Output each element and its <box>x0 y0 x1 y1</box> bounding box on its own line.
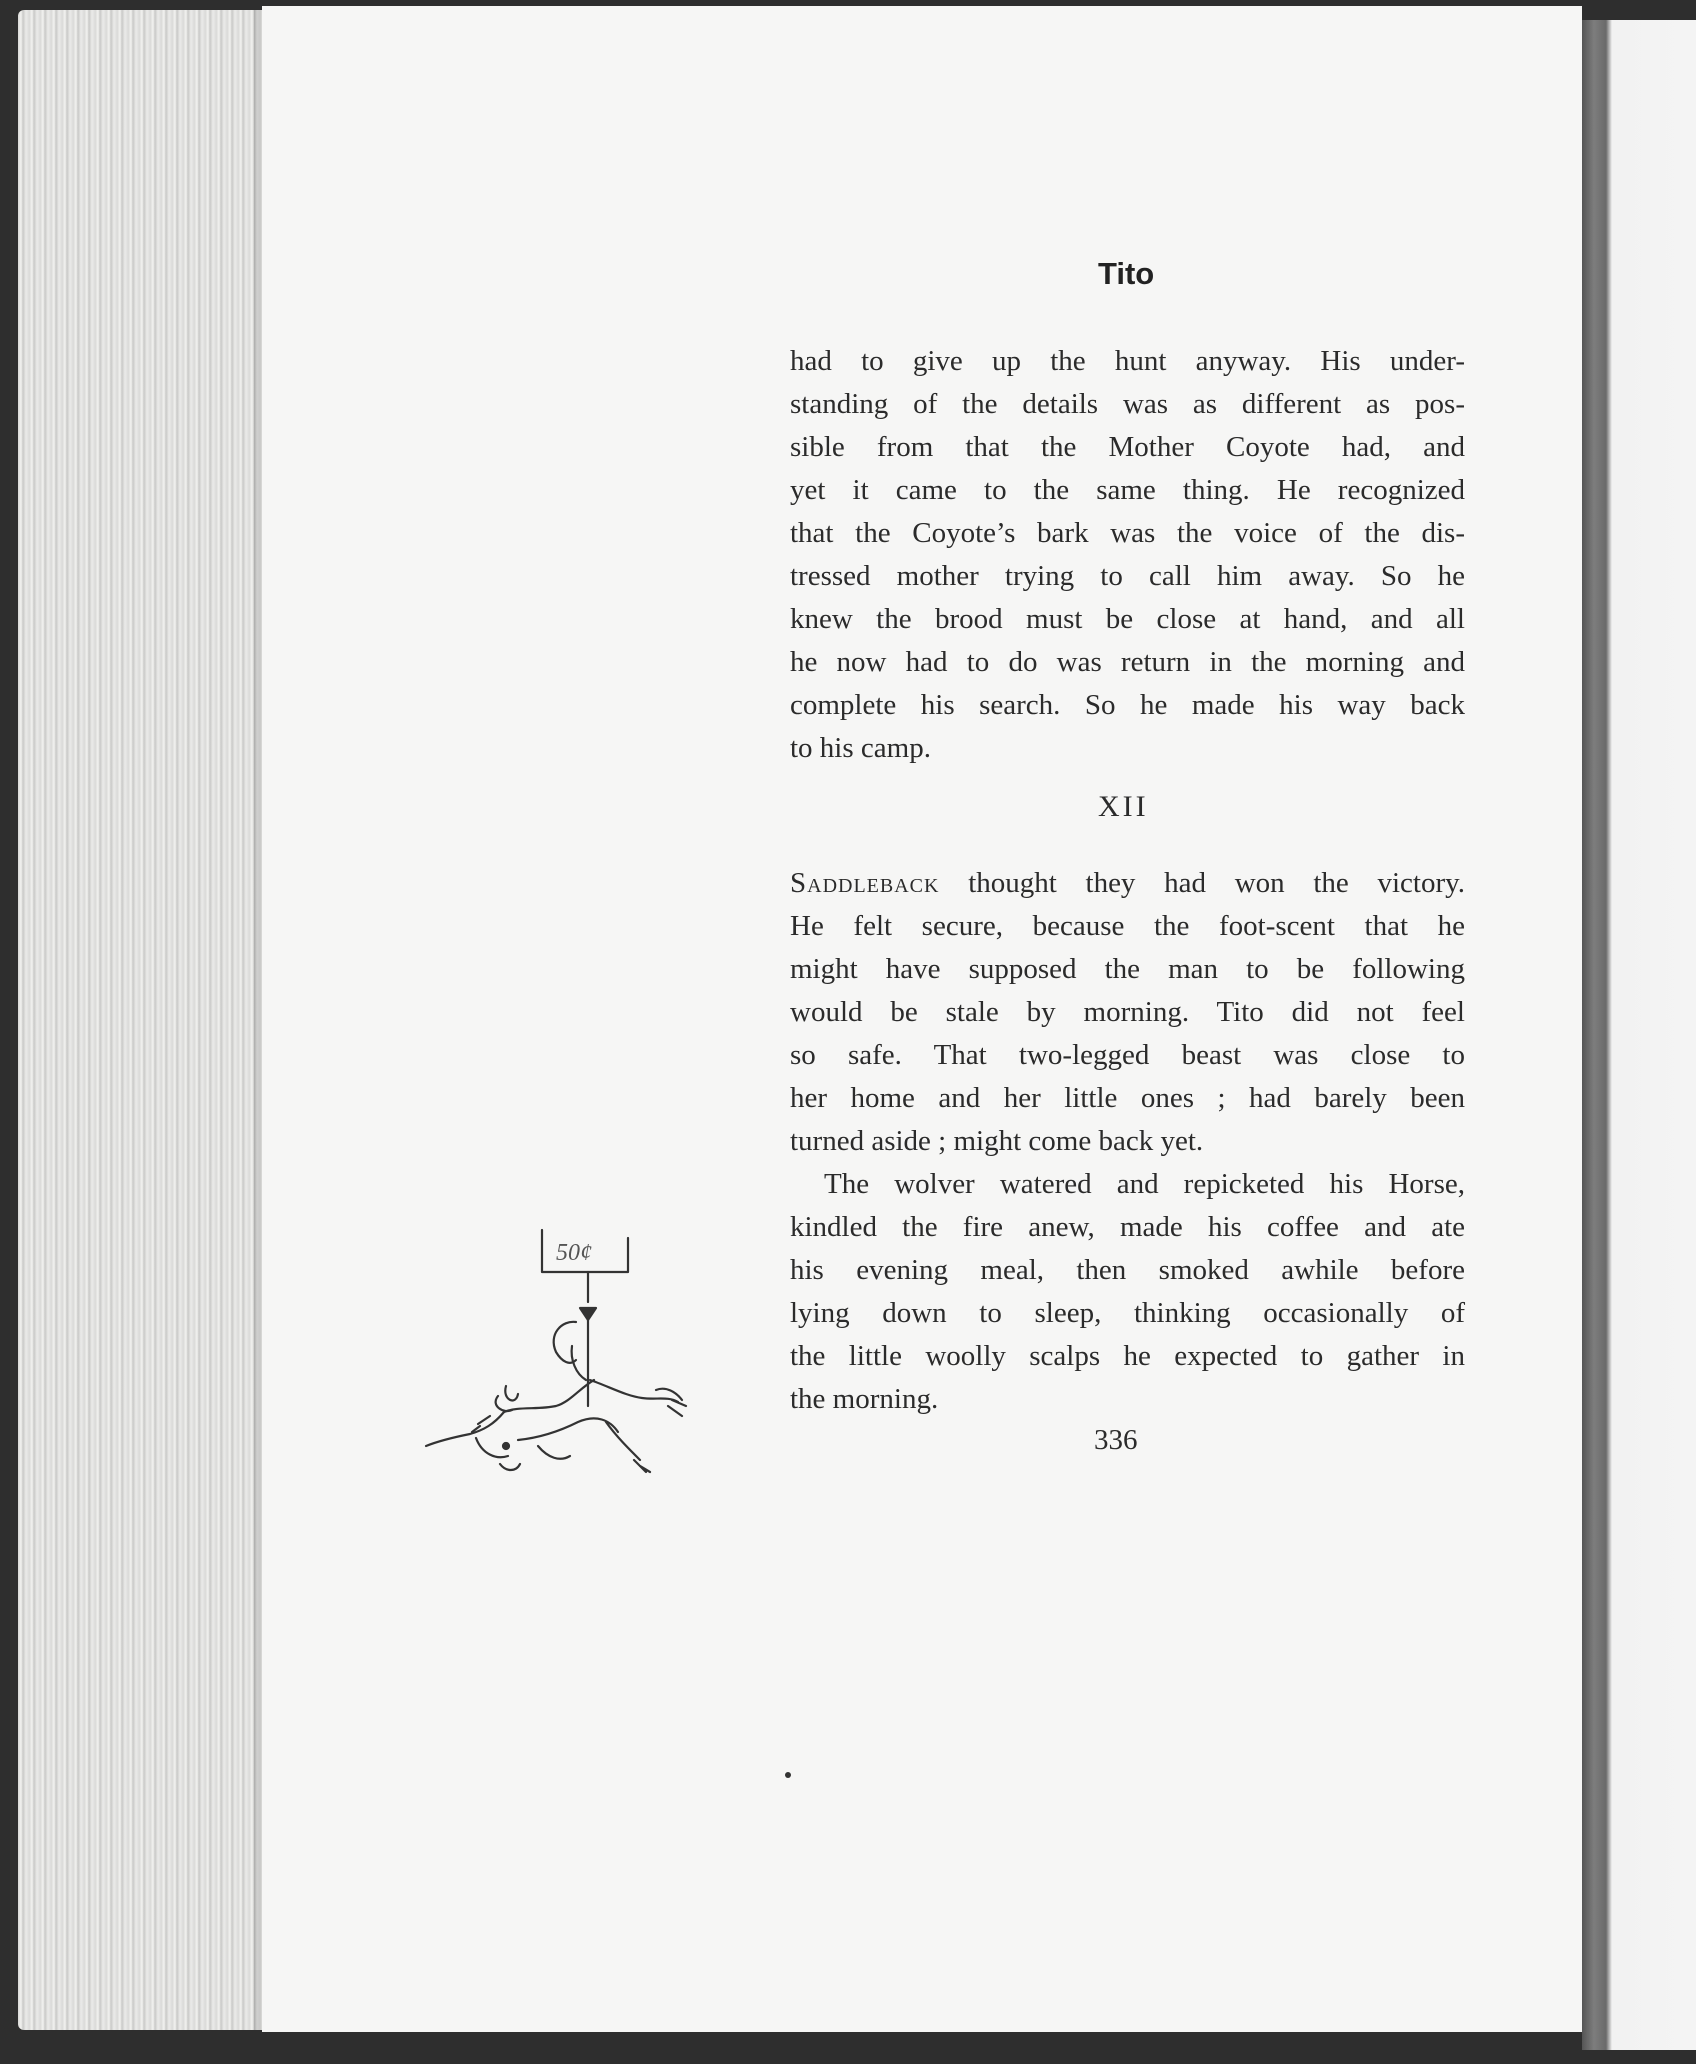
text-line: that the Coyote’s bark was the voice of the dis- <box>790 517 1465 549</box>
text-line: sible from that the Mother Coyote had, and <box>790 431 1465 463</box>
text-line: lying down to sleep, thinking occasionally of <box>790 1297 1465 1329</box>
first-line-rest: thought they had won the victory. <box>968 867 1466 899</box>
text-line: the little woolly scalps he expected to gather in <box>790 1340 1465 1372</box>
facing-page-edge <box>1582 20 1696 2050</box>
text-line: yet it came to the same thing. He recognized <box>790 474 1465 506</box>
price-tag-label: 50¢ <box>556 1240 592 1266</box>
text-line: The wolver watered and repicketed his Horse, <box>824 1168 1465 1200</box>
text-line: knew the brood must be close at hand, and all <box>790 603 1465 635</box>
ink-speck <box>785 1772 791 1778</box>
text-line: her home and her little ones ; had barely been <box>790 1082 1465 1114</box>
text-line: turned aside ; might come back yet. <box>790 1125 1204 1157</box>
text-line: standing of the details was as different as pos- <box>790 388 1465 420</box>
text-line: tressed mother trying to call him away. So he <box>790 560 1465 592</box>
text-line: might have supposed the man to be following <box>790 953 1465 985</box>
text-line: he now had to do was return in the morning and <box>790 646 1465 678</box>
text-line: would be stale by morning. Tito did not feel <box>790 996 1465 1028</box>
page-edges <box>18 10 268 2030</box>
text-line: his evening meal, then smoked awhile before <box>790 1254 1465 1286</box>
text-line: He felt secure, because the foot-scent that he <box>790 910 1465 942</box>
page-number: 336 <box>1094 1424 1138 1456</box>
section-number: XII <box>1098 790 1149 823</box>
text-line: so safe. That two-legged beast was close to <box>790 1039 1465 1071</box>
text-line: kindled the fire anew, made his coffee and ate <box>790 1211 1465 1243</box>
text-line: complete his search. So he made his way back <box>790 689 1465 721</box>
drop-lead-word: Saddleback <box>790 867 940 899</box>
text-line: to his camp. <box>790 732 931 764</box>
hanging-coyote-illustration <box>420 1210 720 1520</box>
text-line: the morning. <box>790 1383 939 1415</box>
paragraph-2-first-line <box>790 862 1465 905</box>
text-line: had to give up the hunt anyway. His under- <box>790 345 1465 377</box>
running-head: Tito <box>1098 256 1155 291</box>
